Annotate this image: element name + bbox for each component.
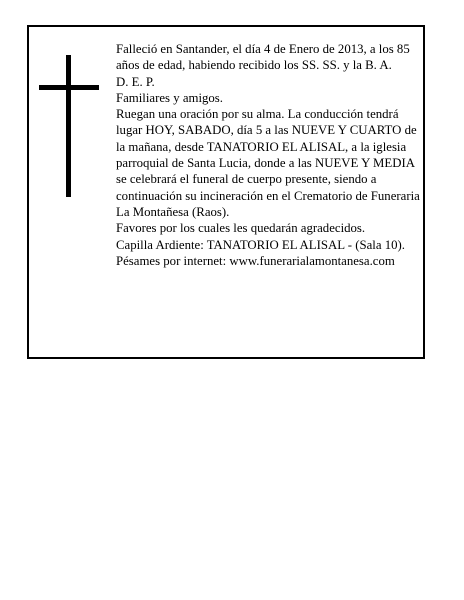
death-announcement: Falleció en Santander, el día 4 de Enero de 2013, a los 85 años de edad, habiendo recibido los SS. SS. y la B. A.: [116, 42, 410, 73]
latin-cross-icon: [39, 55, 99, 197]
cross-horizontal-bar: [39, 85, 99, 90]
mourners-line: Familiares y amigos.: [116, 90, 223, 105]
funeral-details: Ruegan una oración por su alma. La conducción tendrá lugar HOY, SABADO, día 5 a las NUEVE Y CUARTO de la mañana, desde TANATORIO EL ALISAL, a la iglesia parroquial de Santa Lucia, donde a las NUEVE Y MEDIA se celebrará el funeral de cuerpo presente, siendo a continuación su incineración en el Crematorio de Funeraria La Montañesa (Raos).: [116, 107, 420, 219]
rip-line: D. E. P.: [116, 74, 155, 89]
notice-text: [116, 41, 421, 269]
obituary-notice: [27, 25, 425, 359]
condolences-line: Pésames por internet: www.funerarialamontanesa.com: [116, 253, 395, 268]
chapel-line: Capilla Ardiente: TANATORIO EL ALISAL - (Sala 10).: [116, 237, 405, 252]
thanks-line: Favores por los cuales les quedarán agradecidos.: [116, 221, 366, 236]
cross-vertical-bar: [66, 55, 71, 197]
